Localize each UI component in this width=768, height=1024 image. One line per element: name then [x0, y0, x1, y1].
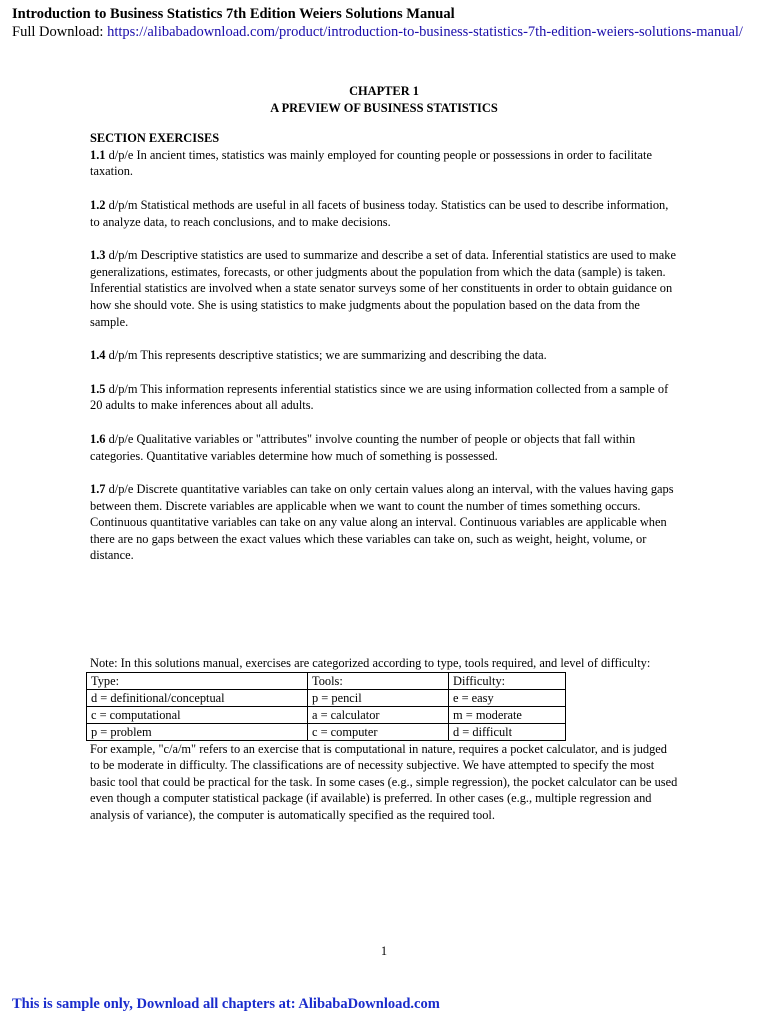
exercise-text: d/p/m Statistical methods are useful in all facets of business today. Statistics can be used to describe information, to analyze data, to reach conclusions, and to make decisions. [90, 197, 669, 229]
page-number: 1 [380, 944, 388, 958]
table-row [87, 689, 566, 706]
exercise-text: d/p/m This information represents inferential statistics since we are using information collected from a sample of 20 adults to make inferences about all adults. [90, 381, 669, 413]
table-row [87, 672, 566, 689]
exercise-number: 1.6 [90, 431, 106, 446]
exercise-text: d/p/e Discrete quantitative variables can take on only certain values along an interval, with the values having gaps between them. Discrete variables are applicable when we want to count the number of times something occurs. Continuous quantitative variables can take on any value along an interval. Continuous variables are applicable when there are no gaps between the exact values which these variables can take on, such as weight, height, volume, or distance. [90, 482, 674, 563]
table-cell: p = problem [87, 723, 308, 740]
classification-note [90, 655, 678, 824]
table-cell: a = calculator [308, 706, 449, 723]
exercise-text: d/p/m This represents descriptive statistics; we are summarizing and describing the data. [105, 348, 547, 363]
table-row [87, 706, 566, 723]
exercise-number: 1.4 [90, 348, 106, 363]
exercise-number: 1.5 [90, 381, 106, 396]
exercise-text: d/p/e Qualitative variables or "attributes" involve counting the number of people or objects that fall within categories. Quantitative variables determine how much of something is possessed. [90, 431, 636, 463]
footer-banner[interactable]: This is sample only, Download all chapters at: AlibabaDownload.com [12, 996, 440, 1012]
exercise-number: 1.3 [90, 248, 106, 263]
exercise-text: d/p/e In ancient times, statistics was mainly employed for counting people or possessions in order to facilitate taxation. [90, 147, 652, 179]
section-heading: SECTION EXERCISES [90, 131, 220, 146]
exercise-1-6 [90, 431, 678, 464]
exercise-1-7 [90, 481, 678, 564]
table-cell: Type: [87, 672, 308, 689]
exercise-1-3 [90, 247, 678, 330]
exercise-1-1 [90, 147, 678, 180]
note-intro: Note: In this solutions manual, exercises are categorized according to type, tools required, and level of difficulty: [90, 656, 651, 670]
table-cell: Difficulty: [449, 672, 566, 689]
table-cell: Tools: [308, 672, 449, 689]
document-header-title: Introduction to Business Statistics 7th Edition Weiers Solutions Manual [12, 6, 455, 22]
download-line [12, 24, 743, 41]
classification-table [86, 672, 566, 741]
table-cell: d = definitional/conceptual [87, 689, 308, 706]
exercise-1-4 [90, 347, 678, 364]
table-cell: p = pencil [308, 689, 449, 706]
table-cell: e = easy [449, 689, 566, 706]
download-link[interactable]: https://alibabadownload.com/product/introduction-to-business-statistics-7th-edition-weiers-solutions-manual/ [107, 24, 743, 40]
chapter-title: A PREVIEW OF BUSINESS STATISTICS [270, 100, 498, 115]
table-row [87, 723, 566, 740]
exercise-number: 1.2 [90, 197, 106, 212]
table-cell: d = difficult [449, 723, 566, 740]
exercise-1-5 [90, 381, 678, 414]
table-cell: c = computational [87, 706, 308, 723]
document-body [90, 83, 678, 581]
exercise-text: d/p/m Descriptive statistics are used to summarize and describe a set of data. Inferential statistics are used to make generalizations, estimates, forecasts, or other judgments about the population from which the data (sample) is taken. Inferential statistics are involved when a state senator surveys some of her constituents in order to obtain guidance on how she should vote. She is using statistics to make judgments about the population based on the data from the sample. [90, 248, 676, 329]
exercise-1-2 [90, 197, 678, 230]
note-explanation: For example, "c/a/m" refers to an exercise that is computational in nature, requires a pocket calculator, and is judged to be moderate in difficulty. The classifications are of necessity subjective. We have attempted to specify the most basic tool that could be practical for the task. In some cases (e.g., simple regression), the pocket calculator can be used even though a computer statistical package (if available) is preferred. In other cases (e.g., multiple regression and analysis of variance), the computer is automatically specified as the required tool. [90, 741, 678, 822]
download-label: Full Download: [12, 24, 108, 40]
exercise-number: 1.1 [90, 147, 106, 162]
table-cell: c = computer [308, 723, 449, 740]
exercise-number: 1.7 [90, 482, 106, 497]
chapter-number: CHAPTER 1 [349, 84, 419, 98]
table-cell: m = moderate [449, 706, 566, 723]
